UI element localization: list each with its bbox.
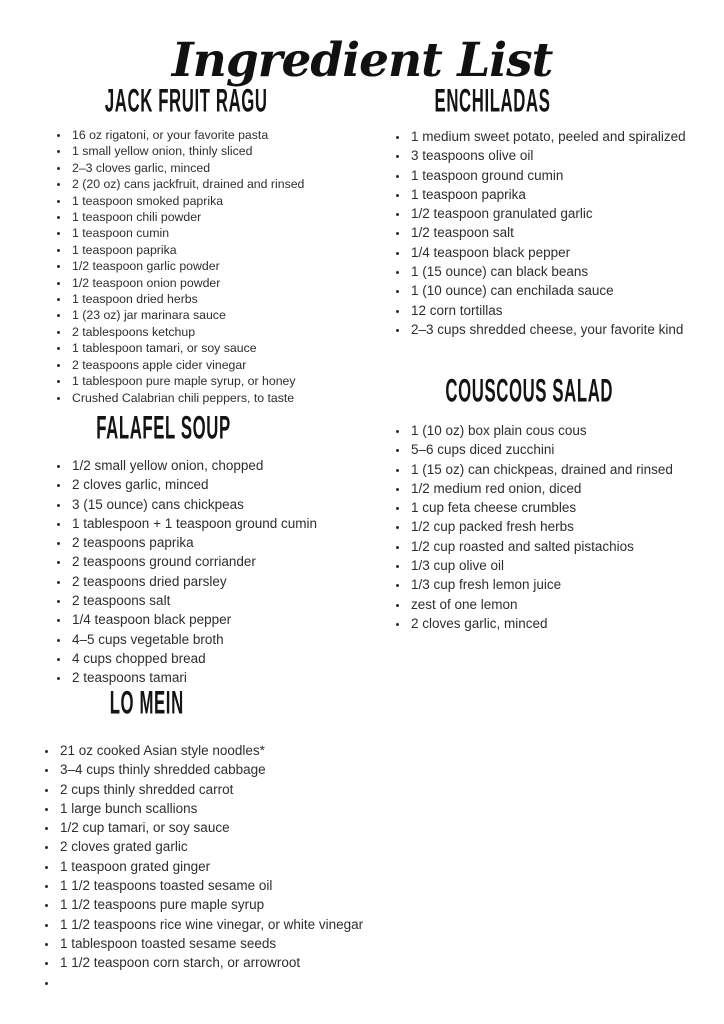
ingredient-item: • 2 cloves grated garlic — [58, 837, 473, 856]
ingredient-item: • 1/2 cup roasted and salted pistachios — [409, 537, 720, 556]
ingredient-item: • 1 teaspoon chili powder — [70, 209, 377, 225]
ingredient-item: • 1 teaspoon paprika — [409, 185, 720, 204]
section-enchiladas — [394, 82, 720, 339]
ingredient-item: • 2 cups thinly shredded carrot — [58, 780, 473, 799]
ingredient-item: • 2 (20 oz) cans jackfruit, drained and rinsed — [70, 176, 377, 192]
ingredient-item: • 1/4 teaspoon black pepper — [409, 243, 720, 262]
section-heading: ENCHILADAS — [435, 82, 551, 119]
ingredient-item: • 3 teaspoons olive oil — [409, 146, 720, 165]
section-couscous-salad — [394, 372, 720, 633]
ingredient-item: • 1/2 cup tamari, or soy sauce — [58, 818, 473, 837]
ingredient-item: • 1 teaspoon smoked paprika — [70, 193, 377, 209]
section-heading: FALAFEL SOUP — [96, 409, 231, 446]
ingredient-list — [55, 127, 377, 406]
ingredient-item: • 5–6 cups diced zucchini — [409, 440, 720, 459]
section-jack-fruit-ragu — [55, 82, 377, 406]
ingredient-item: • 1 tablespoon tamari, or soy sauce — [70, 340, 377, 356]
ingredient-list — [394, 421, 720, 633]
ingredient-item: • 1 (10 oz) box plain cous cous — [409, 421, 720, 440]
ingredient-item: • 1 teaspoon dried herbs — [70, 291, 377, 307]
ingredient-item: • 21 oz cooked Asian style noodles* — [58, 741, 473, 760]
ingredient-item: • 1/2 small yellow onion, chopped — [70, 456, 385, 475]
ingredient-item: • 2 teaspoons ground corriander — [70, 552, 385, 571]
ingredient-item: • 1 (15 oz) can chickpeas, drained and rinsed — [409, 460, 720, 479]
ingredient-item: • 1/2 teaspoon garlic powder — [70, 258, 377, 274]
ingredient-item: • 1 teaspoon grated ginger — [58, 857, 473, 876]
ingredient-item: • 1 teaspoon paprika — [70, 242, 377, 258]
ingredient-item: • 4–5 cups vegetable broth — [70, 630, 385, 649]
ingredient-item: • 1 (10 ounce) can enchilada sauce — [409, 281, 720, 300]
ingredient-item: • 2–3 cloves garlic, minced — [70, 160, 377, 176]
ingredient-item: • 1 1/2 teaspoons toasted sesame oil — [58, 876, 473, 895]
section-lo-mein — [43, 684, 473, 992]
section-heading: LO MEIN — [109, 684, 185, 721]
section-heading: COUSCOUS SALAD — [445, 372, 614, 409]
ingredient-item: • 1 large bunch scallions — [58, 799, 473, 818]
page-title: Ingredient List — [171, 33, 553, 89]
ingredient-item: • 3 (15 ounce) cans chickpeas — [70, 495, 385, 514]
ingredient-item — [58, 973, 473, 992]
ingredient-item: • 1 tablespoon + 1 teaspoon ground cumin — [70, 514, 385, 533]
ingredient-item: • 1 small yellow onion, thinly sliced — [70, 143, 377, 159]
ingredient-item: • 1 (23 oz) jar marinara sauce — [70, 307, 377, 323]
ingredient-item: • zest of one lemon — [409, 595, 720, 614]
ingredient-item: • 1/2 teaspoon salt — [409, 223, 720, 242]
ingredient-item: • 1 medium sweet potato, peeled and spiralized — [409, 127, 720, 146]
ingredient-item: • 16 oz rigatoni, or your favorite pasta — [70, 127, 377, 143]
ingredient-item: • Crushed Calabrian chili peppers, to taste — [70, 390, 377, 406]
ingredient-item: • 12 corn tortillas — [409, 301, 720, 320]
ingredient-item: • 2 tablespoons ketchup — [70, 324, 377, 340]
ingredient-item: • 2 cloves garlic, minced — [409, 614, 720, 633]
ingredient-item: • 1/2 medium red onion, diced — [409, 479, 720, 498]
ingredient-item: • 1/2 teaspoon onion powder — [70, 275, 377, 291]
ingredient-item: • 1 teaspoon cumin — [70, 225, 377, 241]
ingredient-list — [55, 456, 385, 688]
section-falafel-soup — [55, 409, 385, 688]
ingredient-item: • 2 teaspoons dried parsley — [70, 572, 385, 591]
ingredient-item: • 1/2 teaspoon granulated garlic — [409, 204, 720, 223]
ingredient-item: • 1 cup feta cheese crumbles — [409, 498, 720, 517]
ingredient-item: • 2 cloves garlic, minced — [70, 475, 385, 494]
ingredient-item: • 1 tablespoon pure maple syrup, or honey — [70, 373, 377, 389]
ingredient-item: • 1 1/2 teaspoon corn starch, or arrowroot — [58, 953, 473, 972]
ingredient-item: • 1/2 cup packed fresh herbs — [409, 517, 720, 536]
ingredient-item: • 1 1/2 teaspoons pure maple syrup — [58, 895, 473, 914]
ingredient-item: • 4 cups chopped bread — [70, 649, 385, 668]
ingredient-item: • 1 teaspoon ground cumin — [409, 166, 720, 185]
ingredient-item: • 3–4 cups thinly shredded cabbage — [58, 760, 473, 779]
ingredient-item: • 2 teaspoons paprika — [70, 533, 385, 552]
ingredient-list — [394, 127, 720, 339]
section-heading: JACK FRUIT RAGU — [104, 82, 268, 119]
ingredient-item: • 2–3 cups shredded cheese, your favorite kind — [409, 320, 720, 339]
ingredient-item: • 1/4 teaspoon black pepper — [70, 610, 385, 629]
ingredient-item: • 1 (15 ounce) can black beans — [409, 262, 720, 281]
ingredient-item: • 1/3 cup fresh lemon juice — [409, 575, 720, 594]
ingredient-item: • 1/3 cup olive oil — [409, 556, 720, 575]
ingredient-item: • 1 tablespoon toasted sesame seeds — [58, 934, 473, 953]
ingredient-list — [43, 741, 473, 992]
ingredient-item: • 2 teaspoons salt — [70, 591, 385, 610]
ingredient-item: • 2 teaspoons apple cider vinegar — [70, 357, 377, 373]
ingredient-item: • 1 1/2 teaspoons rice wine vinegar, or white vinegar — [58, 915, 473, 934]
ingredient-item: • 2 teaspoons tamari — [70, 668, 385, 687]
